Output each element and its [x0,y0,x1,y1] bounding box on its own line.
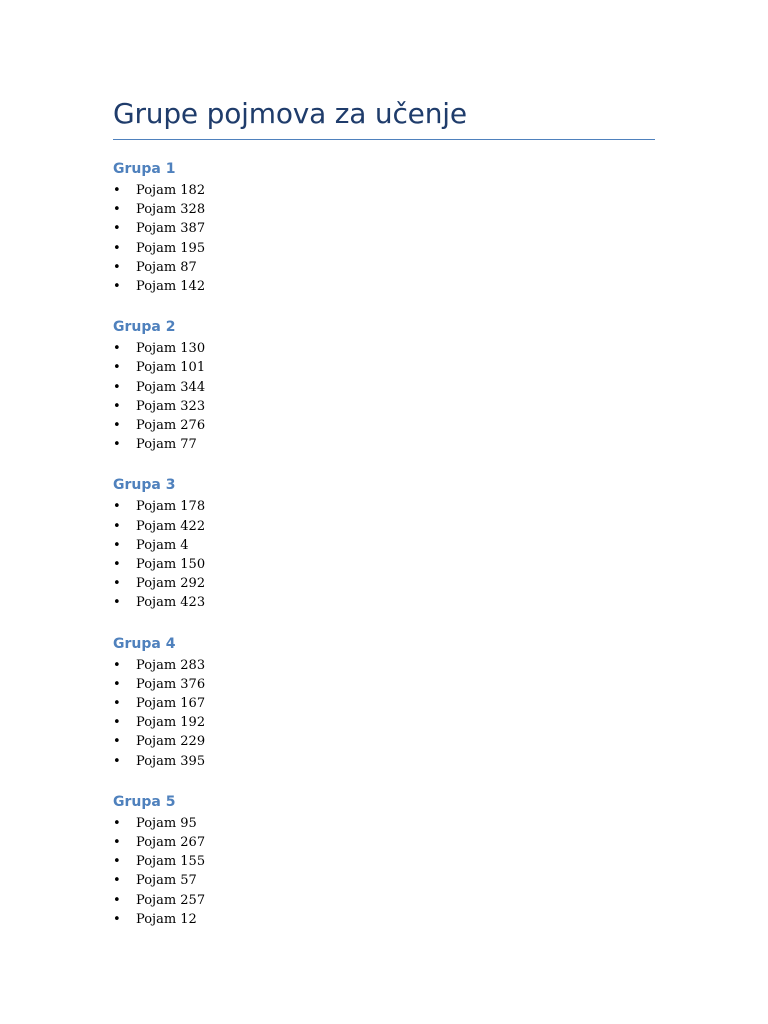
term-label: Pojam 150 [136,557,206,573]
term-label: Pojam 87 [136,259,197,275]
term-label: Pojam 283 [136,657,206,673]
bullet-icon: • [113,398,121,414]
document-page [113,96,655,929]
list-item [113,675,655,694]
list-item [113,852,655,871]
bullet-icon: • [113,221,121,237]
bullet-icon: • [113,240,121,256]
bullet-icon: • [113,815,121,831]
term-label: Pojam 182 [136,183,206,198]
list-item [113,378,655,397]
term-label: Pojam 12 [136,911,197,927]
bullet-icon: • [113,576,121,592]
bullet-icon: • [113,835,121,851]
group-section [113,793,655,929]
term-label: Pojam 229 [136,734,206,750]
term-label: Pojam 422 [136,518,206,534]
list-item [113,732,655,751]
list-item [113,497,655,516]
term-label: Pojam 276 [136,418,206,434]
group-section [113,160,655,296]
bullet-icon: • [113,557,121,573]
bullet-icon: • [113,854,121,870]
term-label: Pojam 57 [136,873,197,889]
term-label: Pojam 328 [136,202,206,218]
term-label: Pojam 178 [136,499,206,515]
bullet-icon: • [113,696,121,712]
list-item [113,435,655,454]
bullet-icon: • [113,183,121,198]
bullet-icon: • [113,595,121,611]
term-label: Pojam 95 [136,815,197,831]
bullet-icon: • [113,518,121,534]
bullet-icon: • [113,437,121,453]
term-label: Pojam 155 [136,854,206,870]
bullet-icon: • [113,537,121,553]
title-underline [113,139,655,140]
list-item [113,277,655,296]
term-label: Pojam 292 [136,576,206,592]
list-item [113,219,655,238]
list-item [113,574,655,593]
term-label: Pojam 167 [136,696,206,712]
bullet-icon: • [113,734,121,750]
bullet-icon: • [113,341,121,357]
bullet-icon: • [113,657,121,673]
list-item [113,416,655,435]
group-heading: Grupa 2 [113,319,176,336]
list-item [113,752,655,771]
group-section [113,318,655,454]
term-label: Pojam 323 [136,398,206,414]
bullet-icon: • [113,892,121,908]
group-section [113,476,655,612]
list-item [113,181,655,200]
bullet-icon: • [113,259,121,275]
list-item [113,200,655,219]
bullet-icon: • [113,279,121,295]
group-term-list [113,339,655,454]
term-label: Pojam 395 [136,753,206,769]
bullet-icon: • [113,715,121,731]
term-label: Pojam 4 [136,537,189,553]
list-item [113,517,655,536]
term-label: Pojam 344 [136,379,206,395]
list-item [113,536,655,555]
groups-container [113,160,655,929]
group-heading: Grupa 4 [113,635,176,652]
list-item [113,339,655,358]
group-term-list [113,181,655,296]
term-label: Pojam 257 [136,892,206,908]
group-term-list [113,497,655,612]
bullet-icon: • [113,499,121,515]
group-term-list [113,656,655,771]
group-term-list [113,814,655,929]
bullet-icon: • [113,873,121,889]
term-label: Pojam 267 [136,835,206,851]
list-item [113,397,655,416]
bullet-icon: • [113,418,121,434]
bullet-icon: • [113,676,121,692]
list-item [113,555,655,574]
bullet-icon: • [113,911,121,927]
term-label: Pojam 101 [136,360,206,376]
group-heading: Grupa 1 [113,161,176,177]
term-label: Pojam 387 [136,221,206,237]
term-label: Pojam 77 [136,437,197,453]
group-heading: Grupa 5 [113,793,176,810]
term-label: Pojam 192 [136,715,206,731]
list-item [113,593,655,612]
group-heading: Grupa 3 [113,477,176,494]
list-item [113,713,655,732]
list-item [113,239,655,258]
list-item [113,258,655,277]
list-item [113,891,655,910]
list-item [113,694,655,713]
list-item [113,814,655,833]
term-label: Pojam 376 [136,676,206,692]
bullet-icon: • [113,202,121,218]
list-item [113,656,655,675]
term-label: Pojam 195 [136,240,206,256]
list-item [113,358,655,377]
list-item [113,871,655,890]
term-label: Pojam 130 [136,341,206,357]
document-title: Grupe pojmova za učenje [113,97,467,130]
bullet-icon: • [113,360,121,376]
bullet-icon: • [113,379,121,395]
term-label: Pojam 142 [136,279,206,295]
list-item [113,833,655,852]
list-item [113,910,655,929]
bullet-icon: • [113,753,121,769]
term-label: Pojam 423 [136,595,206,611]
group-section [113,635,655,771]
